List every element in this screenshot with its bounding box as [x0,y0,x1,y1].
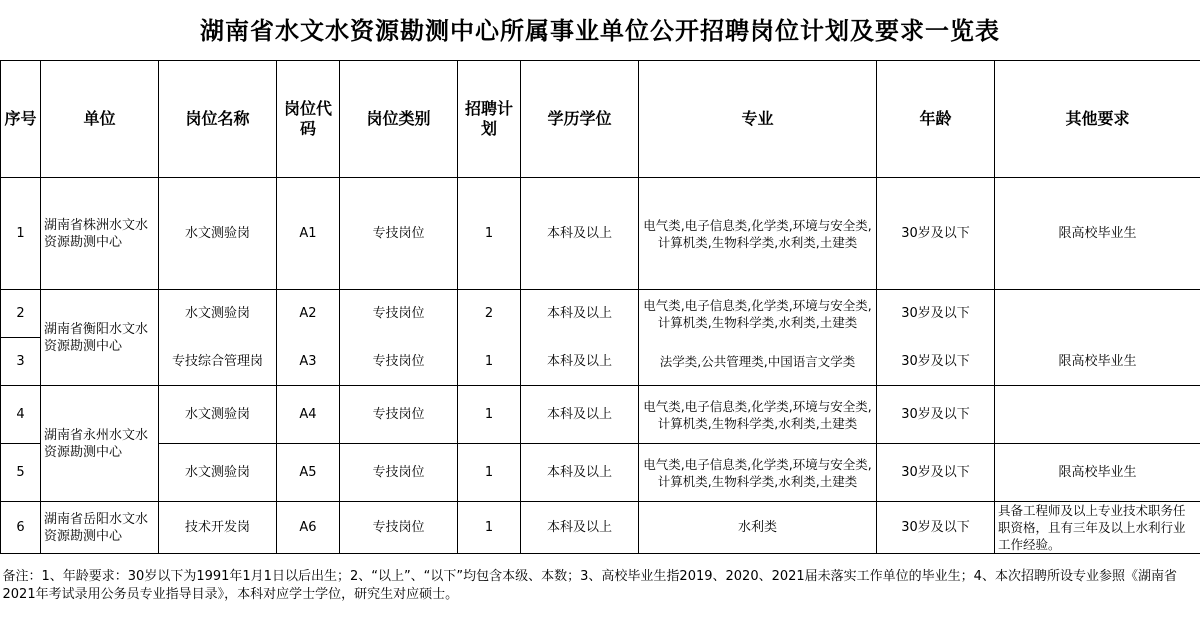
cell-other [995,386,1200,444]
header-post-name: 岗位名称 [159,61,277,178]
cell-age: 30岁及以下 [877,502,995,554]
header-plan: 招聘计划 [458,61,521,178]
header-other: 其他要求 [995,61,1200,178]
cell-education: 本科及以上 [521,178,639,290]
cell-other: 具备工程师及以上专业技术职务任职资格，且有三年及以上水利行业工作经验。 [995,502,1200,554]
table-row [1,290,1200,338]
note-row [1,554,1200,605]
cell-education: 本科及以上 [521,386,639,444]
cell-education: 本科及以上 [521,338,639,386]
cell-plan: 1 [458,444,521,502]
cell-post-code: A3 [277,338,340,386]
cell-post-code: A2 [277,290,340,338]
cell-education: 本科及以上 [521,444,639,502]
table-row [1,338,1200,386]
cell-seq: 5 [1,444,41,502]
cell-plan: 1 [458,502,521,554]
cell-seq: 1 [1,178,41,290]
cell-plan: 1 [458,178,521,290]
cell-post-code: A1 [277,178,340,290]
cell-post-type: 专技岗位 [340,386,458,444]
cell-other [995,290,1200,338]
cell-post-name: 专技综合管理岗 [159,338,277,386]
page-title: 湖南省水文水资源勘测中心所属事业单位公开招聘岗位计划及要求一览表 [200,16,1000,45]
cell-major: 电气类,电子信息类,化学类,环境与安全类,计算机类,生物科学类,水利类,土建类 [639,178,877,290]
cell-plan: 1 [458,386,521,444]
cell-other: 限高校毕业生 [995,338,1200,386]
table-row [1,444,1200,502]
cell-age: 30岁及以下 [877,178,995,290]
cell-post-type: 专技岗位 [340,290,458,338]
table-note: 备注：1、年龄要求：30岁以下为1991年1月1日以后出生；2、“以上”、“以下”均包含本级、本数；3、高校毕业生指2019、2020、2021届未落实工作单位的毕业生；4、本次招聘所设专业参照《湖南省2021年考试录用公务员专业指导目录》，本科对应学士学位，研究生对应硕士。 [2,569,1177,602]
cell-major: 电气类,电子信息类,化学类,环境与安全类,计算机类,生物科学类,水利类,土建类 [639,290,877,338]
cell-major: 电气类,电子信息类,化学类,环境与安全类,计算机类,生物科学类,水利类,土建类 [639,386,877,444]
cell-post-name: 水文测验岗 [159,290,277,338]
cell-education: 本科及以上 [521,290,639,338]
cell-major: 水利类 [639,502,877,554]
header-education: 学历学位 [521,61,639,178]
cell-post-name: 水文测验岗 [159,386,277,444]
table-row [1,502,1200,554]
cell-other: 限高校毕业生 [995,178,1200,290]
cell-post-name: 技术开发岗 [159,502,277,554]
cell-other: 限高校毕业生 [995,444,1200,502]
cell-post-type: 专技岗位 [340,444,458,502]
cell-education: 本科及以上 [521,502,639,554]
cell-age: 30岁及以下 [877,386,995,444]
cell-age: 30岁及以下 [877,444,995,502]
cell-unit: 湖南省永州水文水资源勘测中心 [41,386,159,502]
table-row [1,178,1200,290]
cell-plan: 2 [458,290,521,338]
cell-major: 法学类,公共管理类,中国语言文学类 [639,338,877,386]
cell-major: 电气类,电子信息类,化学类,环境与安全类,计算机类,生物科学类,水利类,土建类 [639,444,877,502]
cell-age: 30岁及以下 [877,290,995,338]
header-age: 年龄 [877,61,995,178]
header-post-type: 岗位类别 [340,61,458,178]
cell-post-name: 水文测验岗 [159,178,277,290]
cell-seq: 4 [1,386,41,444]
cell-post-type: 专技岗位 [340,502,458,554]
table-header-row [1,61,1200,178]
cell-seq: 6 [1,502,41,554]
cell-unit: 湖南省衡阳水文水资源勘测中心 [41,290,159,386]
cell-post-name: 水文测验岗 [159,444,277,502]
header-seq: 序号 [1,61,41,178]
cell-post-code: A4 [277,386,340,444]
header-post-code: 岗位代码 [277,61,340,178]
header-unit: 单位 [41,61,159,178]
cell-plan: 1 [458,338,521,386]
recruitment-table [0,60,1200,604]
cell-unit: 湖南省岳阳水文水资源勘测中心 [41,502,159,554]
cell-age: 30岁及以下 [877,338,995,386]
cell-post-type: 专技岗位 [340,338,458,386]
cell-post-code: A6 [277,502,340,554]
table-row [1,386,1200,444]
cell-unit: 湖南省株洲水文水资源勘测中心 [41,178,159,290]
cell-seq: 2 [1,290,41,338]
cell-post-code: A5 [277,444,340,502]
cell-post-type: 专技岗位 [340,178,458,290]
header-major: 专业 [639,61,877,178]
cell-seq: 3 [1,338,41,386]
